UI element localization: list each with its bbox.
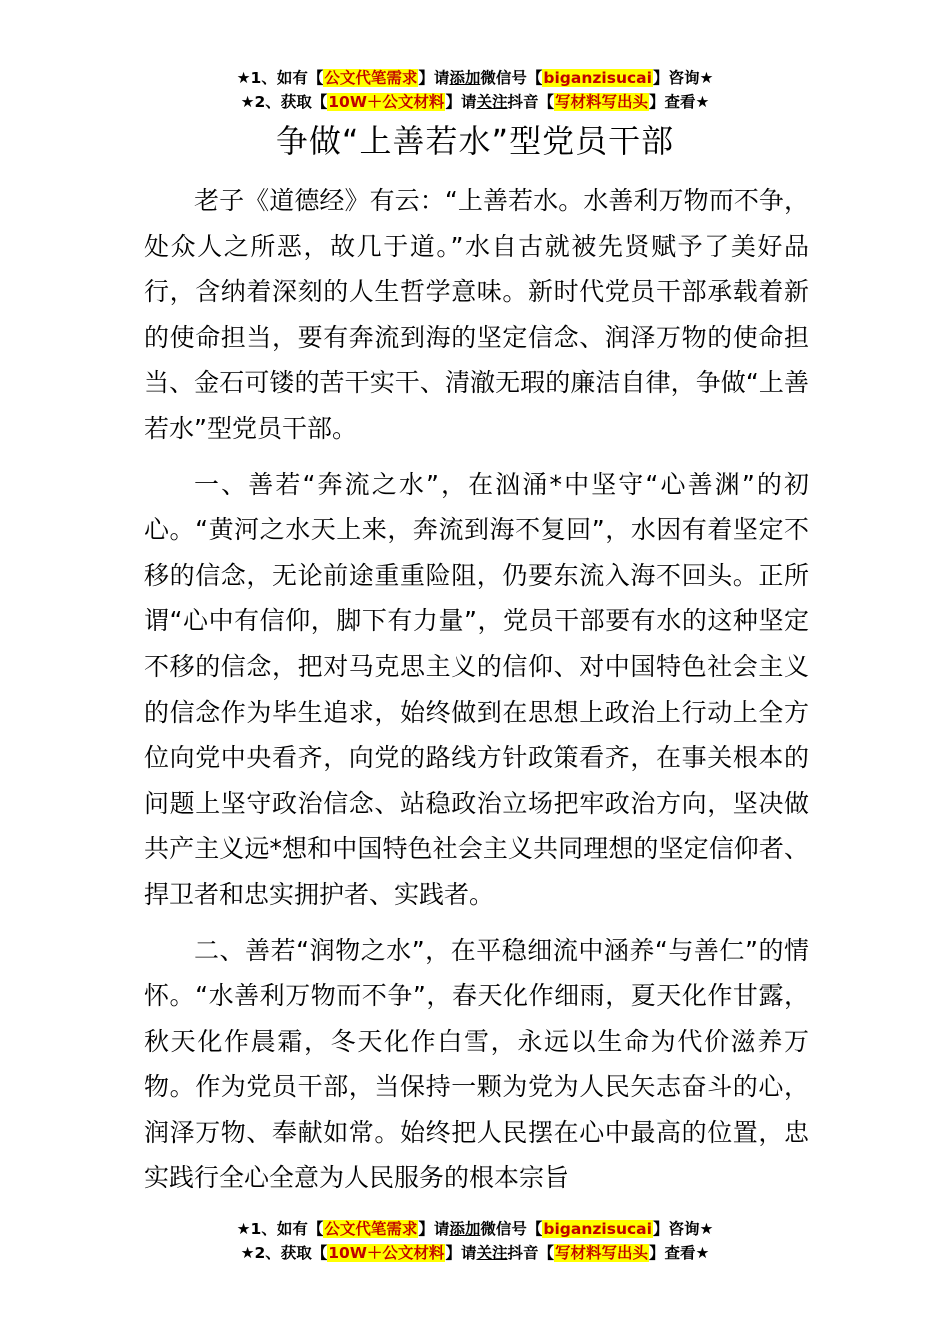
- banner-line-1: [0, 1217, 950, 1241]
- banner-line-2: [0, 1241, 950, 1265]
- banner-highlight: biganzisucai: [543, 1220, 652, 1238]
- paragraph-intro: 老子《道德经》有云：“上善若水。水善利万物而不争，处众人之所恶，故几于道。”水自古就被先贤赋予了美好品行，含纳着深刻的人生哲学意味。新时代党员干部承载着新的使命担当，要有奔流到海的坚定信念、润泽万物的使命担当、金石可镂的苦干实干、清澈无瑕的廉洁自律，争做“上善若水”型党员干部。: [144, 186, 809, 443]
- banner-emphasis: 添加: [449, 69, 481, 87]
- banner-text: 】咨询★: [652, 69, 714, 87]
- banner-highlight: 公文代笔需求: [324, 69, 418, 87]
- banner-text: 抖音【: [507, 1244, 554, 1262]
- banner-highlight: 写材料写出头: [554, 1244, 648, 1262]
- banner-text: 】查看★: [649, 93, 710, 111]
- banner-text: 】请: [418, 69, 450, 87]
- banner-highlight: 公文代笔需求: [324, 1220, 418, 1238]
- header-banner: [0, 66, 950, 114]
- banner-text: 抖音【: [507, 93, 554, 111]
- banner-text: 】请: [445, 93, 477, 111]
- footer-banner: [0, 1217, 950, 1265]
- banner-text: 微信号【: [480, 1220, 543, 1238]
- banner-text: 微信号【: [480, 69, 543, 87]
- banner-emphasis: 添加: [449, 1220, 481, 1238]
- banner-highlight: 10W＋公文材料: [328, 93, 445, 111]
- banner-emphasis: 关注: [476, 1244, 508, 1262]
- banner-text: ★1、如有【: [236, 69, 324, 87]
- banner-text: ★2、获取【: [240, 93, 328, 111]
- document-body: [144, 178, 809, 1201]
- banner-emphasis: 关注: [476, 93, 508, 111]
- banner-text: 】请: [418, 1220, 450, 1238]
- banner-highlight: biganzisucai: [543, 69, 652, 87]
- banner-text: 】请: [445, 1244, 477, 1262]
- banner-text: ★2、获取【: [240, 1244, 328, 1262]
- banner-highlight: 写材料写出头: [554, 93, 648, 111]
- banner-line-1: [0, 66, 950, 90]
- document-title: 争做“上善若水”型党员干部: [275, 122, 675, 160]
- paragraph-section-1: 一、善若“奔流之水”，在汹涌*中坚守“心善渊”的初心。“黄河之水天上来，奔流到海不复回”，水因有着坚定不移的信念，无论前途重重险阻，仍要东流入海不回头。正所谓“心中有信仰，脚下有力量”，党员干部要有水的这种坚定不移的信念，把对马克思主义的信仰、对中国特色社会主义的信念作为毕生追求，始终做到在思想上政治上行动上全方位向党中央看齐，向党的路线方针政策看齐，在事关根本的问题上坚守政治信念、站稳政治立场把牢政治方向，坚决做共产主义远*想和中国特色社会主义共同理想的坚定信仰者、捍卫者和忠实拥护者、实践者。: [144, 469, 809, 909]
- banner-highlight: 10W＋公文材料: [328, 1244, 445, 1262]
- paragraph-section-2: 二、善若“润物之水”，在平稳细流中涵养“与善仁”的情怀。“水善利万物而不争”，春天化作细雨，夏天化作甘露，秋天化作晨霜，冬天化作白雪，永远以生命为代价滋养万物。作为党员干部，当保持一颗为党为人民矢志奋斗的心，润泽万物、奉献如常。始终把人民摆在心中最高的位置，忠实践行全心全意为人民服务的根本宗旨: [144, 935, 809, 1193]
- banner-text: ★1、如有【: [236, 1220, 324, 1238]
- banner-line-2: [0, 90, 950, 114]
- banner-text: 】咨询★: [652, 1220, 714, 1238]
- banner-text: 】查看★: [649, 1244, 710, 1262]
